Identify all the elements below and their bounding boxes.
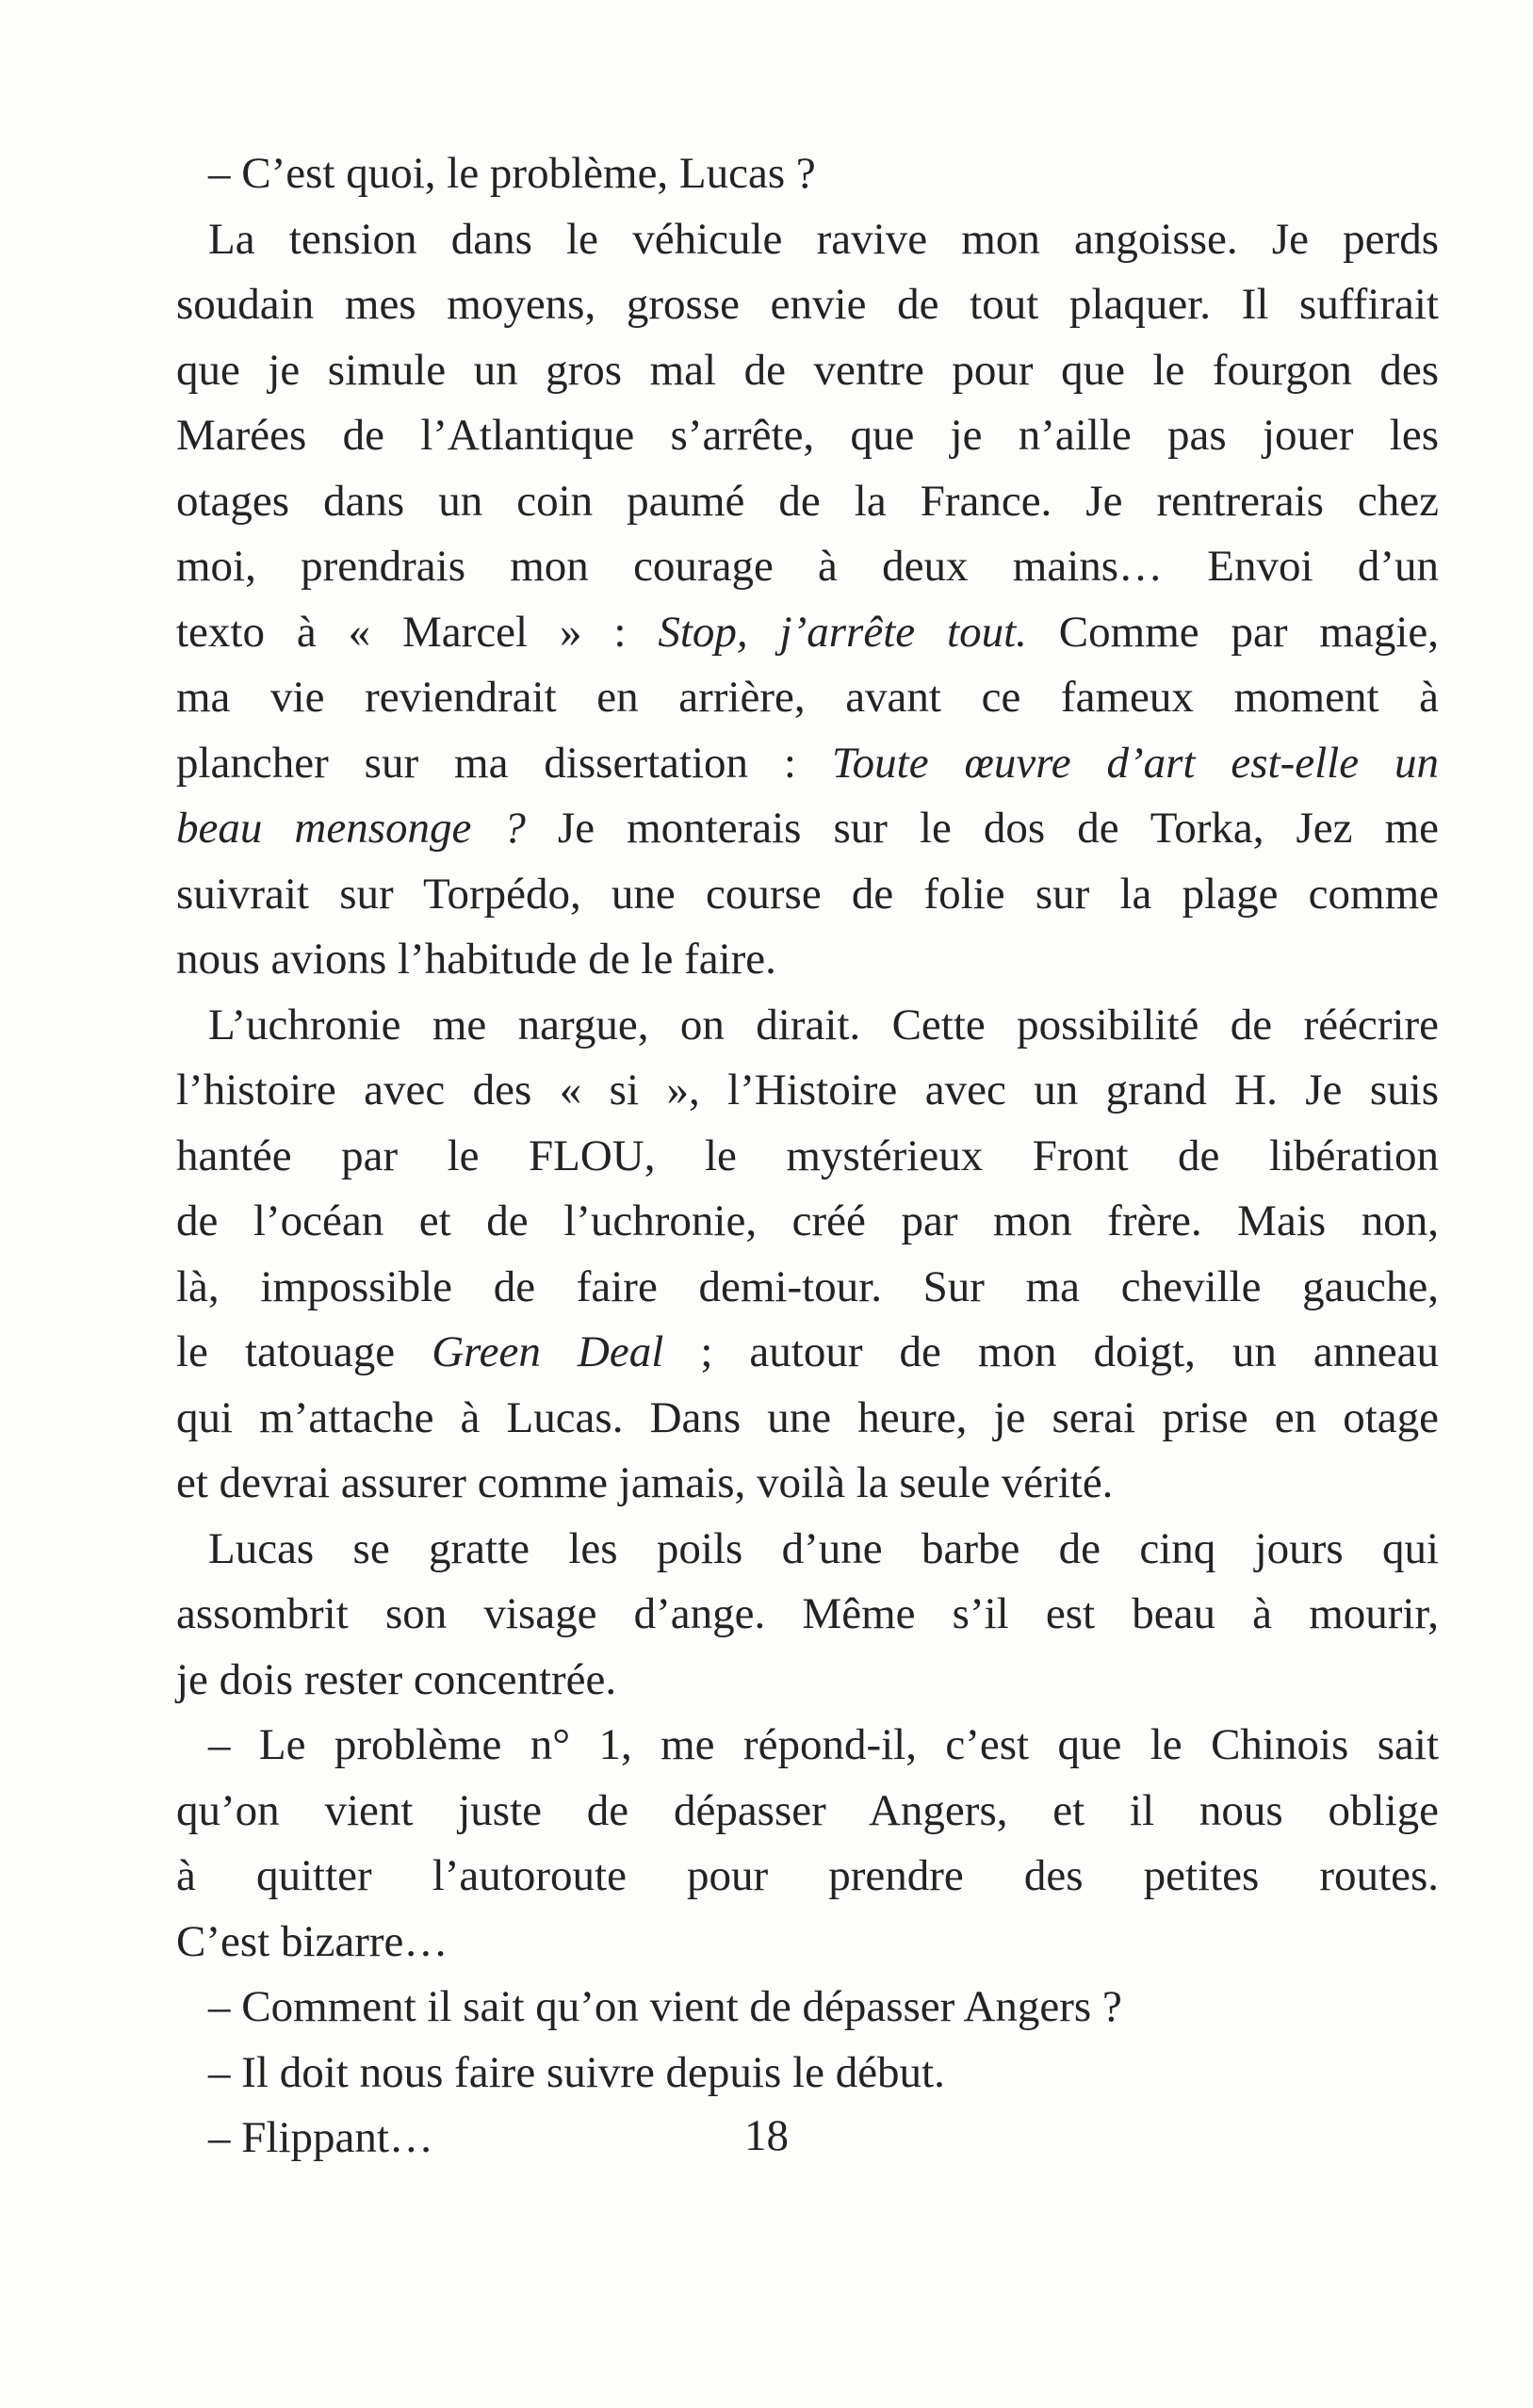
text-line: texto à « Marcel » : Stop, j’arrête tout. Comme par magie, xyxy=(176,607,1439,657)
text-line: qui m’attache à Lucas. Dans une heure, je serai prise en otage xyxy=(176,1392,1439,1442)
text-line: Lucas se gratte les poils d’une barbe de cinq jours qui xyxy=(208,1523,1439,1573)
text-line: là, impossible de faire demi-tour. Sur ma cheville gauche, xyxy=(176,1261,1439,1311)
text-line: – Comment il sait qu’on vient de dépasser Angers ? xyxy=(208,1982,1122,2031)
text-line: l’histoire avec des « si », l’Histoire avec un grand H. Je suis xyxy=(176,1066,1439,1115)
text-line: nous avions l’habitude de le faire. xyxy=(176,935,776,984)
text-line: hantée par le FLOU, le mystérieux Front de libération xyxy=(176,1131,1439,1180)
text-line: L’uchronie me nargue, on dirait. Cette possibilité de réécrire xyxy=(208,1000,1439,1049)
page-body xyxy=(176,141,1439,2172)
text-line: à quitter l’autoroute pour prendre des petites routes. xyxy=(176,1851,1439,1900)
italic-text: beau mensonge ? xyxy=(176,804,526,853)
text-line: plancher sur ma dissertation : Toute œuvre d’art est-elle un xyxy=(176,738,1439,788)
text-line: otages dans un coin paumé de la France. Je rentrerais chez xyxy=(176,476,1439,526)
text-line: qu’on vient juste de dépasser Angers, et il nous oblige xyxy=(176,1785,1439,1835)
italic-text: Stop, j’arrête tout. xyxy=(658,607,1027,657)
page-number: 18 xyxy=(744,2111,789,2160)
text-line: – C’est quoi, le problème, Lucas ? xyxy=(208,149,816,198)
text-line: – Le problème n° 1, me répond-il, c’est que le Chinois sait xyxy=(208,1720,1439,1769)
text-line: La tension dans le véhicule ravive mon angoisse. Je perds xyxy=(208,214,1439,264)
text-line: suivrait sur Torpédo, une course de folie sur la plage comme xyxy=(176,869,1439,919)
text-line: ma vie reviendrait en arrière, avant ce fameux moment à xyxy=(176,673,1439,722)
text-line: – Il doit nous faire suivre depuis le début. xyxy=(208,2047,945,2097)
text-line: – Flippant… xyxy=(208,2113,433,2162)
italic-text: Toute œuvre d’art est-elle un xyxy=(831,738,1439,788)
text-line: assombrit son visage d’ange. Même s’il est beau à mourir, xyxy=(176,1589,1439,1638)
text-line: Marées de l’Atlantique s’arrête, que je n’aille pas jouer les xyxy=(176,411,1439,460)
text-line: de l’océan et de l’uchronie, créé par mon frère. Mais non, xyxy=(176,1196,1439,1245)
text-line: que je simule un gros mal de ventre pour que le fourgon des xyxy=(176,345,1439,395)
text-line: beau mensonge ? Je monterais sur le dos de Torka, Jez me xyxy=(176,804,1439,853)
italic-text: Green Deal xyxy=(432,1327,664,1376)
text-line: soudain mes moyens, grosse envie de tout plaquer. Il suffirait xyxy=(176,280,1439,329)
text-line: moi, prendrais mon courage à deux mains… Envoi d’un xyxy=(176,542,1439,591)
text-line: et devrai assurer comme jamais, voilà la seule vérité. xyxy=(176,1458,1114,1507)
text-line: le tatouage Green Deal ; autour de mon doigt, un anneau xyxy=(176,1327,1440,1376)
text-line: C’est bizarre… xyxy=(176,1916,448,1966)
text-line: je dois rester concentrée. xyxy=(176,1654,617,1704)
